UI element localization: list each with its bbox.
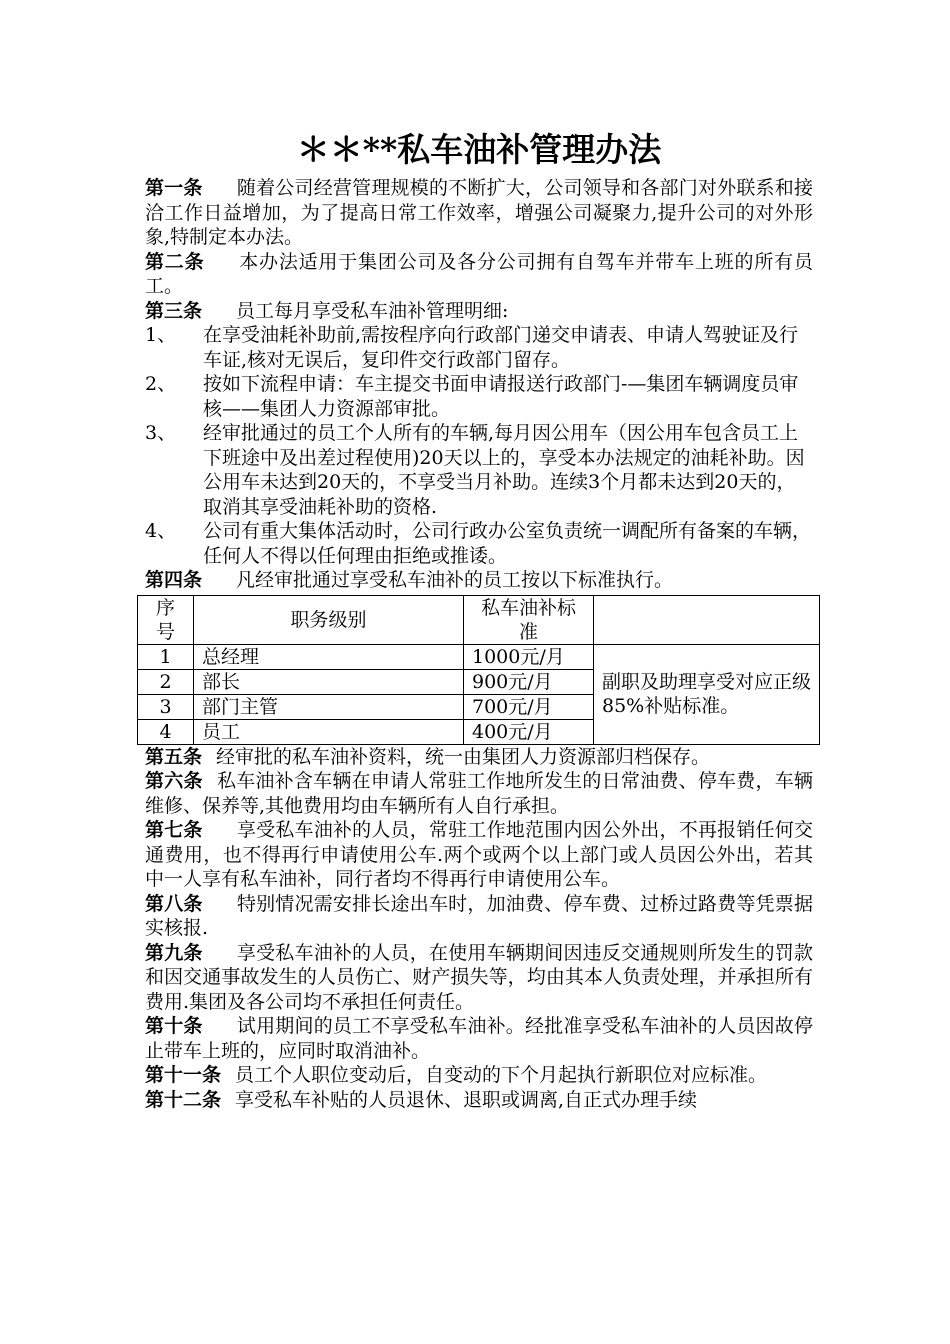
row-level: 部长 xyxy=(194,669,464,694)
table-header-row xyxy=(138,595,820,644)
article-text: 享受私车油补的人员，常驻工作地范围内因公外出，不再报销任何交通费用，也不得再行申请使用公车.两个或两个以上部门或人员因公外出，若其中一人享有私车油补，同行者均不得再行申请使用公车。 xyxy=(145,819,813,890)
document-page xyxy=(145,128,813,1112)
article-8 xyxy=(145,892,813,941)
article-6 xyxy=(145,769,813,818)
article-text: 凡经审批通过享受私车油补的员工按以下标准执行。 xyxy=(236,569,674,591)
article-text: 享受私车补贴的人员退休、退职或调离,自正式办理手续 xyxy=(235,1088,698,1111)
row-no: 2 xyxy=(138,669,194,694)
list-item xyxy=(145,519,813,568)
article-1 xyxy=(145,176,813,250)
article-label: 第十二条 xyxy=(145,1088,222,1111)
article-label: 第一条 xyxy=(145,177,203,199)
article-5 xyxy=(145,745,813,770)
list-item xyxy=(145,323,813,372)
header-no: 序号 xyxy=(138,595,194,644)
list-text: 在享受油耗补助前,需按程序向行政部门递交申请表、申请人驾驶证及行车证,核对无误后，复印件交行政部门留存。 xyxy=(203,324,799,371)
header-blank xyxy=(594,595,820,644)
document-title: ＊＊**私车油补管理办法 xyxy=(296,130,662,169)
article-7 xyxy=(145,818,813,892)
article-label: 第八条 xyxy=(145,892,203,915)
article-text: 私车油补含车辆在申请人常驻工作地所发生的日常油费、停车费，车辆维修、保养等,其他费用均由车辆所有人自行承担。 xyxy=(145,770,813,817)
article-3 xyxy=(145,299,813,324)
article-11 xyxy=(145,1063,813,1088)
row-amount: 900元/月 xyxy=(464,669,594,694)
row-no: 3 xyxy=(138,694,194,719)
article-label: 第五条 xyxy=(145,745,203,768)
article-label: 第四条 xyxy=(145,569,203,591)
article-label: 第三条 xyxy=(145,299,203,322)
list-text: 按如下流程申请：车主提交书面申请报送行政部门-—集团车辆调度员审核——集团人力资源部审批。 xyxy=(203,373,799,420)
table-row xyxy=(138,644,820,669)
article-text: 试用期间的员工不享受私车油补。经批准享受私车油补的人员因故停止带车上班的，应同时取消油补。 xyxy=(145,1015,813,1062)
row-no: 1 xyxy=(138,644,194,669)
list-number: 2、 xyxy=(145,373,177,395)
list-item xyxy=(145,372,813,421)
article-9 xyxy=(145,941,813,1015)
article-label: 第十条 xyxy=(145,1015,203,1037)
article-text: 特别情况需安排长途出车时，加油费、停车费、过桥过路费等凭票据实核报. xyxy=(145,892,813,939)
row-level: 部门主管 xyxy=(194,694,464,719)
article-10 xyxy=(145,1014,813,1063)
article-text: 员工每月享受私车油补管理明细: xyxy=(236,299,509,322)
article-text: 员工个人职位变动后，自变动的下个月起执行新职位对应标准。 xyxy=(235,1064,768,1086)
article-4 xyxy=(145,568,813,593)
row-amount: 400元/月 xyxy=(464,719,594,744)
row-no: 4 xyxy=(138,719,194,744)
list-number: 1、 xyxy=(145,324,177,346)
article-label: 第十一条 xyxy=(145,1064,222,1086)
list-number: 4、 xyxy=(145,520,177,542)
article-label: 第二条 xyxy=(145,250,205,273)
list-item xyxy=(145,421,813,519)
list-text: 经审批通过的员工个人所有的车辆,每月因公用车（因公用车包含员工上下班途中及出差过程使用)20天以上的，享受本办法规定的油耗补助。因公用车未达到20天的，不享受当月补助。连续3个月都未达到20天的，取消其享受油耗补助的资格. xyxy=(203,422,805,518)
article-label: 第六条 xyxy=(145,770,203,792)
row-level: 总经理 xyxy=(194,644,464,669)
article-12 xyxy=(145,1088,813,1113)
list-text: 公司有重大集体活动时，公司行政办公室负责统一调配所有备案的车辆，任何人不得以任何理由拒绝或推诿。 xyxy=(203,520,812,567)
table-note: 副职及助理享受对应正级85%补贴标准。 xyxy=(594,644,820,744)
article-text: 随着公司经营管理规模的不断扩大，公司领导和各部门对外联系和接洽工作日益增加，为了提高日常工作效率，增强公司凝聚力,提升公司的对外形象,特制定本办法。 xyxy=(145,177,813,248)
allowance-table xyxy=(137,595,820,745)
row-level: 员工 xyxy=(194,719,464,744)
header-level: 职务级别 xyxy=(194,595,464,644)
article-2 xyxy=(145,250,813,299)
list-number: 3、 xyxy=(145,422,177,444)
header-amount: 私车油补标准 xyxy=(464,595,594,644)
row-amount: 700元/月 xyxy=(464,694,594,719)
article-label: 第七条 xyxy=(145,819,203,841)
row-amount: 1000元/月 xyxy=(464,644,594,669)
article-text: 本办法适用于集团公司及各分公司拥有自驾车并带车上班的所有员工。 xyxy=(145,250,813,297)
article-text: 享受私车油补的人员，在使用车辆期间因违反交通规则所发生的罚款和因交通事故发生的人员伤亡、财产损失等，均由其本人负责处理，并承担所有费用.集团及各公司均不承担任何责任。 xyxy=(145,941,813,1013)
article-text: 经审批的私车油补资料，统一由集团人力资源部归档保存。 xyxy=(216,745,711,768)
article-label: 第九条 xyxy=(145,941,203,964)
